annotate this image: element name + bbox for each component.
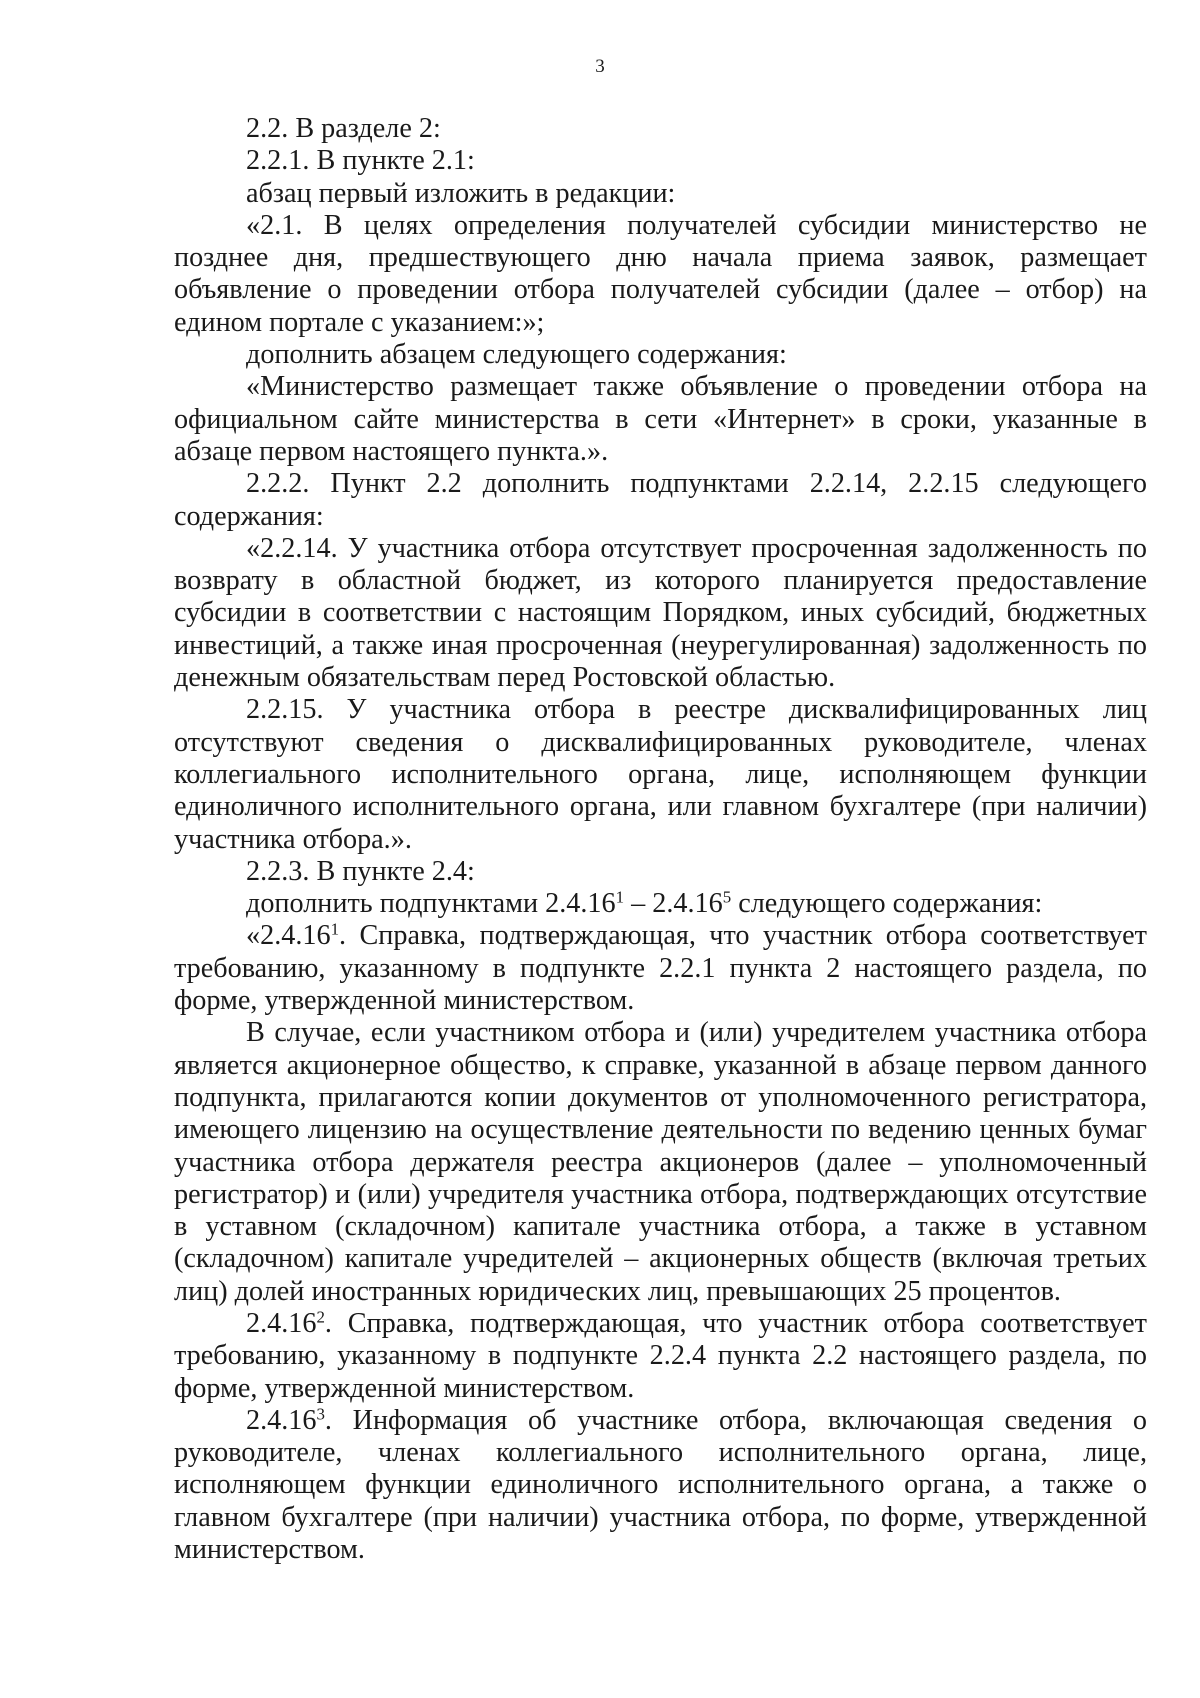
paragraph: 2.2.15. У участника отбора в реестре дисквалифицированных лиц отсутствуют сведения о дисквалифицированных руководителе, членах коллегиального исполнительного органа, лице, исполняющем функции единоличного исполнительного органа, или главном бухгалтере (при наличии) участника отбора.». (174, 694, 1147, 855)
page-number: 3 (595, 56, 605, 77)
document-body (174, 113, 1147, 1566)
text-fragment: «2.4.16 (246, 920, 331, 952)
paragraph (174, 920, 1147, 1017)
superscript: 1 (615, 887, 625, 907)
paragraph: абзац первый изложить в редакции: (246, 177, 676, 209)
text-fragment: . Справка, подтверждающая, что участник отбора соответствует требованию, указанному в подпункте 2.2.1 пункта 2 настоящего раздела, по форме, утвержденной министерством. (174, 920, 1147, 1017)
paragraph (174, 1405, 1147, 1566)
text-fragment: 2.4.16 (246, 1307, 317, 1339)
subsection-heading: 2.2.3. В пункте 2.4: (246, 855, 475, 887)
paragraph: «2.1. В целях определения получателей субсидии министерство не позднее дня, предшествующего дню начала приема заявок, размещает объявление о проведении отбора получателей субсидии (далее – отбор) на едином портале с указанием:»; (174, 209, 1147, 338)
paragraph (174, 1308, 1147, 1405)
superscript: 1 (330, 920, 340, 940)
paragraph: «Министерство размещает также объявление о проведении отбора на официальном сайте министерства в сети «Интернет» в сроки, указанные в абзаце первом настоящего пункта.». (174, 371, 1147, 467)
subsection-heading: 2.2.1. В пункте 2.1: (246, 145, 475, 177)
section-heading: 2.2. В разделе 2: (246, 113, 441, 144)
text-fragment: дополнить подпунктами 2.4.16 (246, 888, 616, 920)
text-fragment: – 2.4.16 (624, 888, 723, 920)
paragraph: В случае, если участником отбора и (или) учредителем участника отбора является акционерное общество, к справке, указанной в абзаце первом данного подпункта, прилагаются копии документов от уполномоченного регистратора, имеющего лицензию на осуществление деятельности по ведению ценных бумаг участника отбора держателя реестра акционеров (далее – уполномоченный регистратор) и (или) учредителя участника отбора, подтверждающих отсутствие в уставном (складочном) капитале участника отбора, а также в уставном (складочном) капитале учредителей – акционерных обществ (включая третьих лиц) долей иностранных юридических лиц, превышающих 25 процентов. (174, 1017, 1147, 1307)
superscript: 5 (722, 887, 732, 907)
paragraph: «2.2.14. У участника отбора отсутствует просроченная задолженность по возврату в областной бюджет, из которого планируется предоставление субсидии в соответствии с настоящим Порядком, иных субсидий, бюджетных инвестиций, а также иная просроченная (неурегулированная) задолженность по денежным обязательствам перед Ростовской областью. (174, 532, 1147, 694)
superscript: 2 (316, 1307, 325, 1327)
paragraph: дополнить абзацем следующего содержания: (246, 339, 787, 371)
text-fragment: . Справка, подтверждающая, что участник отбора соответствует требованию, указанному в подпункте 2.2.4 пункта 2.2 настоящего раздела, по форме, утвержденной министерством. (174, 1307, 1147, 1404)
text-fragment: следующего содержания: (731, 888, 1043, 920)
paragraph (174, 888, 1147, 920)
text-fragment: 2.4.16 (246, 1404, 317, 1436)
text-fragment: . Информация об участнике отбора, включающая сведения о руководителе, членах коллегиального исполнительного органа, лице, исполняющем функции единоличного исполнительного органа, а также о главном бухгалтере (при наличии) участника отбора, по форме, утвержденной министерством. (174, 1404, 1147, 1566)
paragraph: 2.2.2. Пункт 2.2 дополнить подпунктами 2.2.14, 2.2.15 следующего содержания: (174, 468, 1147, 532)
superscript: 3 (316, 1404, 325, 1424)
